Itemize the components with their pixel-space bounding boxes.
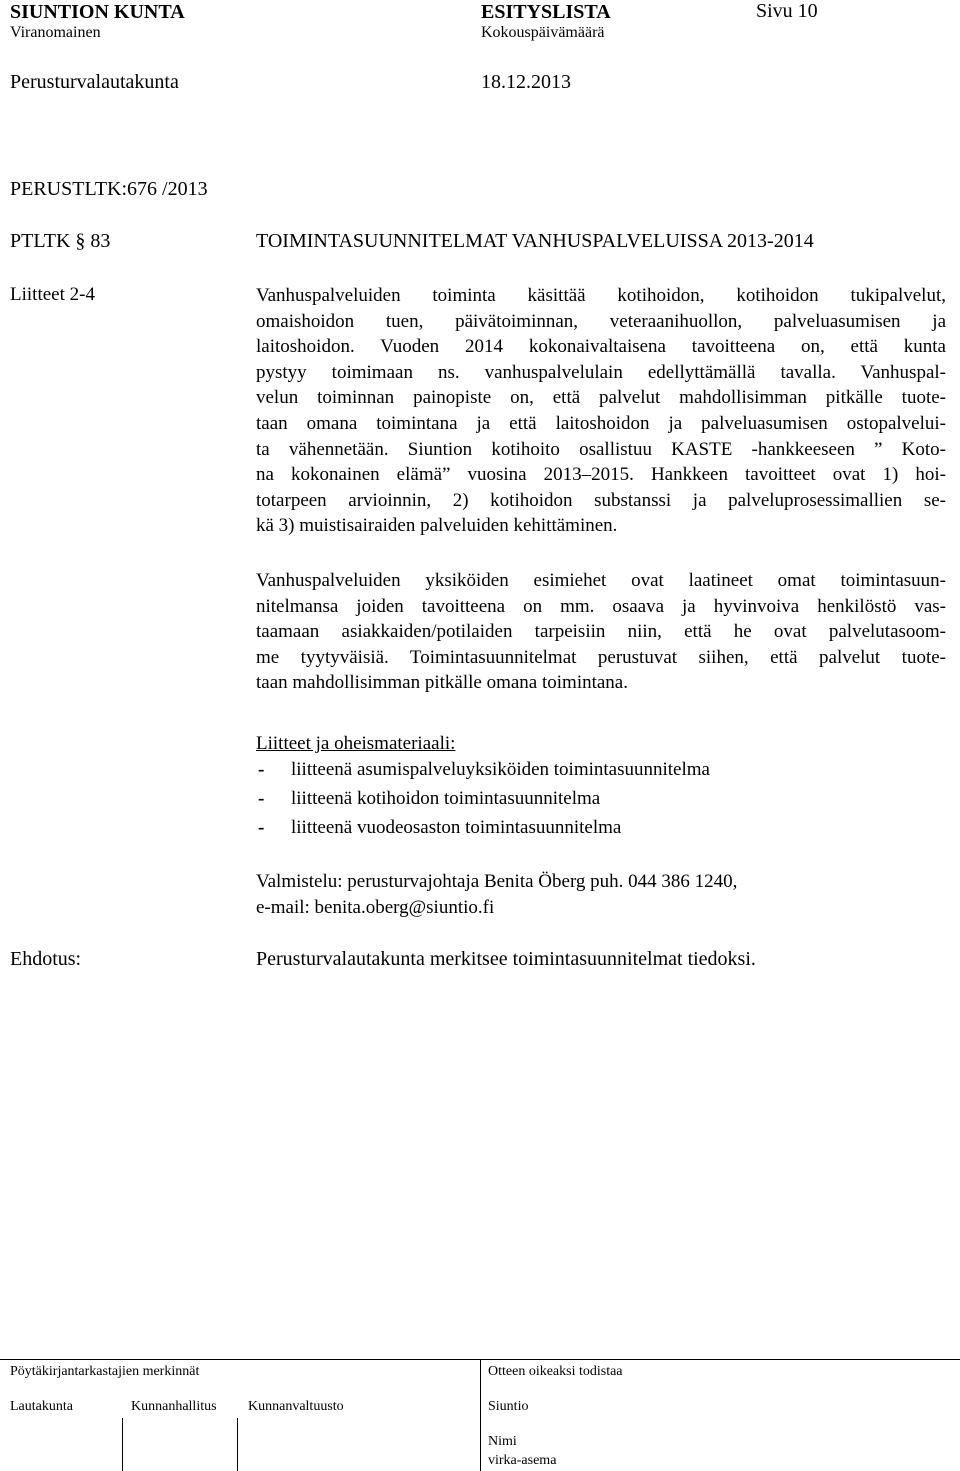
list-bullet: - <box>258 759 265 780</box>
inspectors-notes-label: Pöytäkirjantarkastajien merkinnät <box>10 1364 200 1379</box>
text-line: taan mahdollisimman pitkälle omana toimintana. <box>256 672 628 694</box>
name-label: Nimi <box>488 1434 517 1449</box>
item-number: PTLTK § 83 <box>10 230 111 252</box>
attachments-label: Liitteet 2-4 <box>10 284 95 305</box>
text-line: omaishoidon tuen, päivätoiminnan, veteraanihuollon, palveluasumisen ja <box>256 310 946 332</box>
certified-copy-label: Otteen oikeaksi todistaa <box>488 1364 623 1379</box>
item-title: TOIMINTASUUNNITELMAT VANHUSPALVELUISSA 2013-2014 <box>256 230 814 252</box>
page-number: Sivu 10 <box>756 0 818 22</box>
attachments-heading: Liitteet ja oheismateriaali: <box>256 733 456 754</box>
list-bullet: - <box>258 788 265 809</box>
meeting-date: 18.12.2013 <box>481 71 571 93</box>
text-line: kä 3) muistisairaiden palveluiden kehittäminen. <box>256 515 618 537</box>
attachment-item: liitteenä vuodeosaston toimintasuunnitelma <box>291 817 622 838</box>
board-label: Lautakunta <box>10 1399 73 1414</box>
text-line: na kokonainen elämä” vuosina 2013–2015. Hankkeen tavoitteet ovat 1) hoi- <box>256 464 946 486</box>
authority-label: Viranomainen <box>10 24 101 41</box>
proposal-label: Ehdotus: <box>10 948 82 970</box>
text-line: laitoshoidon. Vuoden 2014 kokonaivaltaisena tavoitteena on, että kunta <box>256 336 946 358</box>
executive-board-label: Kunnanhallitus <box>131 1399 217 1414</box>
footer-column-divider <box>480 1359 481 1471</box>
attachment-item: liitteenä kotihoidon toimintasuunnitelma <box>291 788 601 809</box>
text-line: me tyytyväisiä. Toimintasuunnitelmat perustuvat siihen, että palvelut tuote- <box>256 646 946 668</box>
text-line: ta vähennetään. Siuntion kotihoito osallistuu KASTE -hankkeeseen ” Koto- <box>256 438 946 460</box>
description-paragraph-2 <box>256 568 946 696</box>
document-type: ESITYSLISTA <box>481 1 611 23</box>
text-line: totarpeen arvioinnin, 2) kotihoidon substanssi ja palveluprosessimallien se- <box>256 489 946 511</box>
text-line: pystyy toimimaan ns. vanhuspalvelulain edellyttämällä tavalla. Vanhuspal- <box>256 361 946 383</box>
description-paragraph-1 <box>256 283 946 539</box>
text-line: taan omana toimintana ja että laitoshoidon ja palveluasumisen ostopalvelui- <box>256 412 946 434</box>
authority-name: Perusturvalautakunta <box>10 71 179 93</box>
text-line: Vanhuspalveluiden toiminta käsittää kotihoidon, kotihoidon tukipalvelut, <box>256 285 946 306</box>
preparation-line-2: e-mail: benita.oberg@siuntio.fi <box>256 897 495 918</box>
municipality-name: SIUNTION KUNTA <box>10 1 185 23</box>
list-bullet: - <box>258 817 265 838</box>
footer-cell-divider <box>237 1418 238 1471</box>
attachment-item: liitteenä asumispalveluyksiköiden toimintasuunnitelma <box>291 759 710 780</box>
proposal-text: Perusturvalautakunta merkitsee toimintasuunnitelmat tiedoksi. <box>256 948 756 970</box>
text-line: taamaan asiakkaiden/potilaiden tarpeisiin niin, että he ovat palvelutasoom- <box>256 621 946 643</box>
footer-cell-divider <box>122 1418 123 1471</box>
text-line: velun toiminnan painopiste on, että palvelut mahdollisimman pitkälle tuote- <box>256 387 946 409</box>
text-line: nitelmansa joiden tavoitteena on mm. osaava ja hyvinvoiva henkilöstö vas- <box>256 595 946 617</box>
council-label: Kunnanvaltuusto <box>248 1399 344 1414</box>
meeting-date-label: Kokouspäivämäärä <box>481 24 605 41</box>
position-label: virka-asema <box>488 1453 557 1468</box>
place-label: Siuntio <box>488 1399 529 1414</box>
preparation-line-1: Valmistelu: perusturvajohtaja Benita Öberg puh. 044 386 1240, <box>256 871 738 892</box>
text-line: Vanhuspalveluiden yksiköiden esimiehet ovat laatineet omat toimintasuun- <box>256 570 946 591</box>
reference-number: PERUSTLTK:676 /2013 <box>10 178 208 200</box>
